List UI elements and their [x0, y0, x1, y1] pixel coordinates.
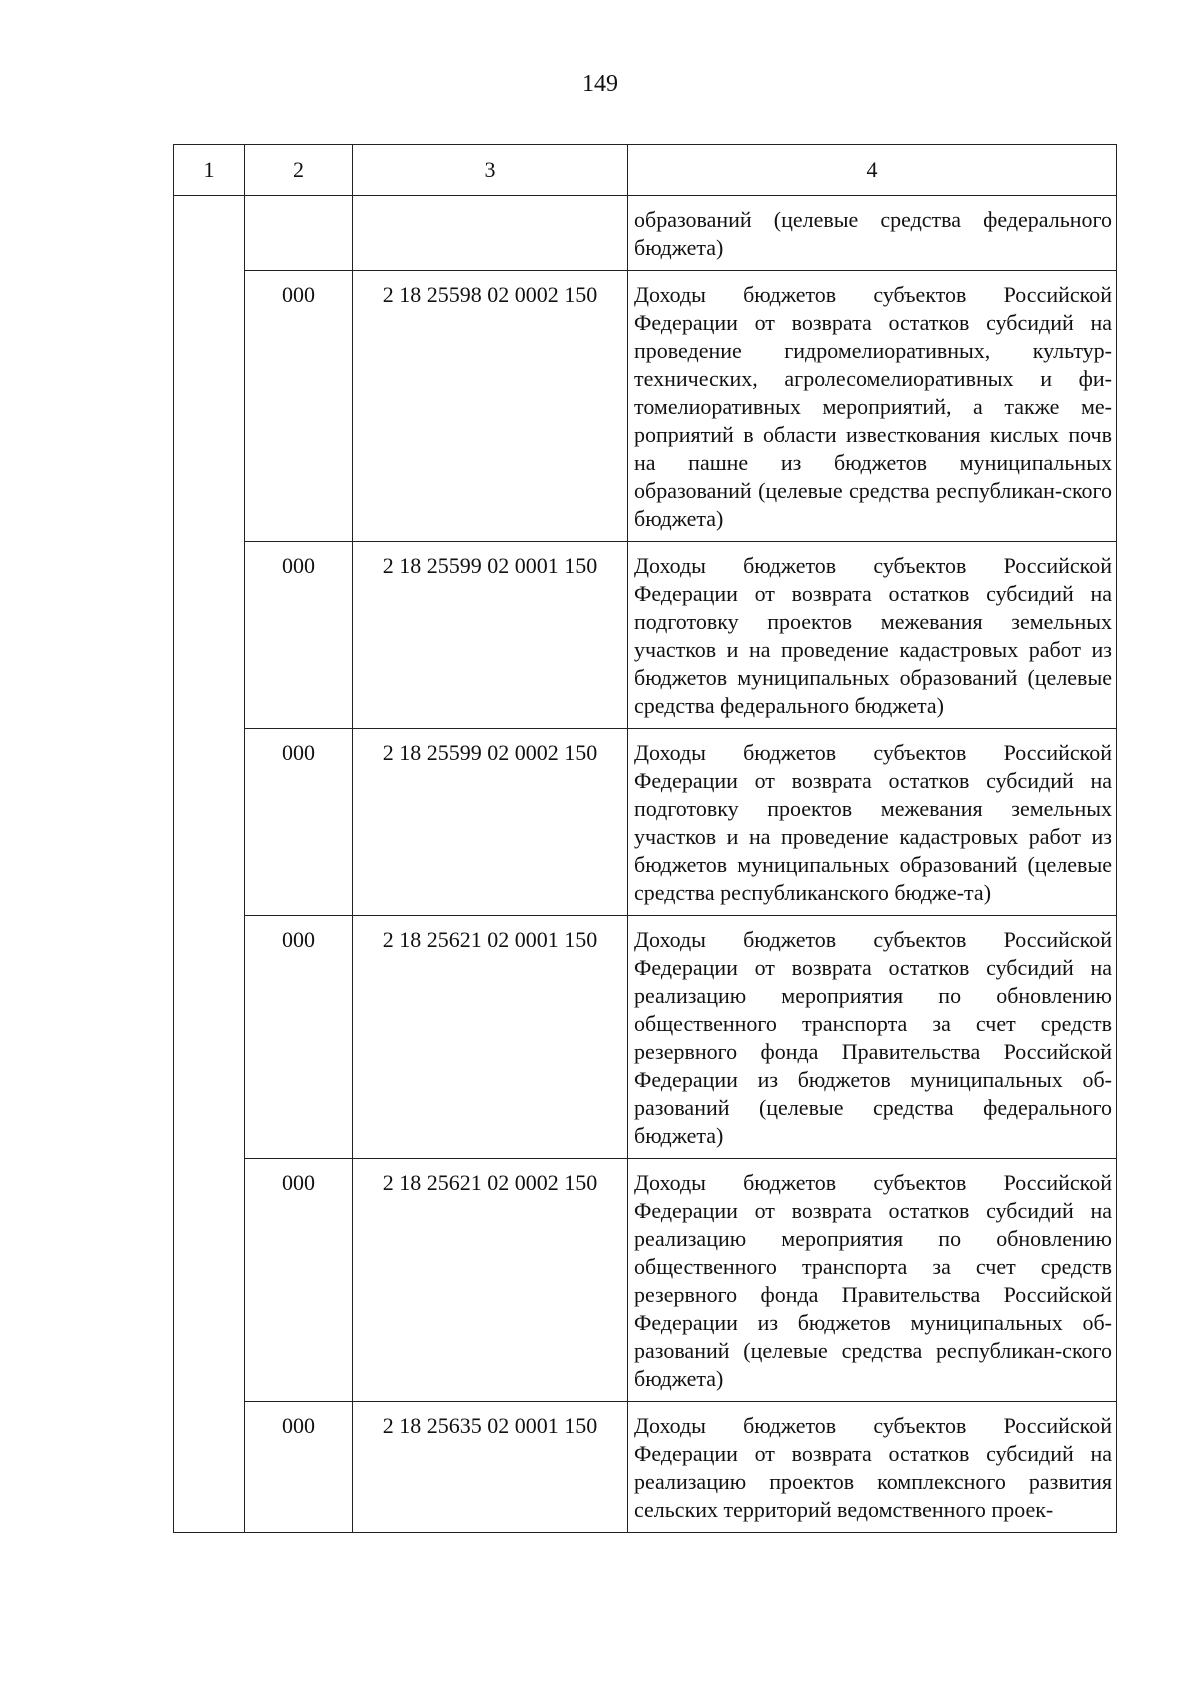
kbk-code-cell [353, 196, 628, 271]
header-col-2: 2 [245, 145, 353, 196]
admin-code-cell: 000 [245, 1159, 353, 1402]
description-cell: образований (целевые средства федерального бюджета) [628, 196, 1117, 271]
admin-code-cell: 000 [245, 729, 353, 916]
kbk-code-cell: 2 18 25599 02 0002 150 [353, 729, 628, 916]
admin-code-cell: 000 [245, 916, 353, 1159]
description-cell: Доходы бюджетов субъектов Российской Федерации от возврата остатков субсидий на подготовку проектов межевания земельных участков и на проведение кадастровых работ из бюджетов муниципальных образований (целевые средства федерального бюджета) [628, 542, 1117, 729]
table-row [174, 1402, 1117, 1533]
description-cell: Доходы бюджетов субъектов Российской Федерации от возврата остатков субсидий на реализацию мероприятия по обновлению общественного транспорта за счет средств резервного фонда Правительства Российской Федерации из бюджетов муниципальных об-разований (целевые средства республикан-ского бюджета) [628, 1159, 1117, 1402]
kbk-code-cell: 2 18 25621 02 0002 150 [353, 1159, 628, 1402]
kbk-code-cell: 2 18 25598 02 0002 150 [353, 271, 628, 542]
table-row [174, 271, 1117, 542]
group-cell [174, 196, 245, 1533]
kbk-code-cell: 2 18 25599 02 0001 150 [353, 542, 628, 729]
description-cell: Доходы бюджетов субъектов Российской Федерации от возврата остатков субсидий на проведение гидромелиоративных, культур-технических, агролесомелиоративных и фи-томелиоративных мероприятий, а также ме-роприятий в области известкования кислых почв на пашне из бюджетов муниципальных образований (целевые средства республикан-ского бюджета) [628, 271, 1117, 542]
header-col-4: 4 [628, 145, 1117, 196]
table-row [174, 1159, 1117, 1402]
table-header-row [174, 145, 1117, 196]
description-cell: Доходы бюджетов субъектов Российской Федерации от возврата остатков субсидий на реализацию мероприятия по обновлению общественного транспорта за счет средств резервного фонда Правительства Российской Федерации из бюджетов муниципальных об-разований (целевые средства федерального бюджета) [628, 916, 1117, 1159]
kbk-code-cell: 2 18 25635 02 0001 150 [353, 1402, 628, 1533]
table-row [174, 916, 1117, 1159]
admin-code-cell: 000 [245, 271, 353, 542]
header-col-1: 1 [174, 145, 245, 196]
header-col-3: 3 [353, 145, 628, 196]
table-row [174, 196, 1117, 271]
description-cell: Доходы бюджетов субъектов Российской Федерации от возврата остатков субсидий на подготовку проектов межевания земельных участков и на проведение кадастровых работ из бюджетов муниципальных образований (целевые средства республиканского бюдже-та) [628, 729, 1117, 916]
page-number: 149 [582, 71, 618, 97]
table-row [174, 729, 1117, 916]
admin-code-cell: 000 [245, 542, 353, 729]
admin-code-cell: 000 [245, 1402, 353, 1533]
description-cell: Доходы бюджетов субъектов Российской Федерации от возврата остатков субсидий на реализацию проектов комплексного развития сельских территорий ведомственного проек- [628, 1402, 1117, 1533]
revenue-table [173, 144, 1117, 1533]
kbk-code-cell: 2 18 25621 02 0001 150 [353, 916, 628, 1159]
table-row [174, 542, 1117, 729]
admin-code-cell [245, 196, 353, 271]
